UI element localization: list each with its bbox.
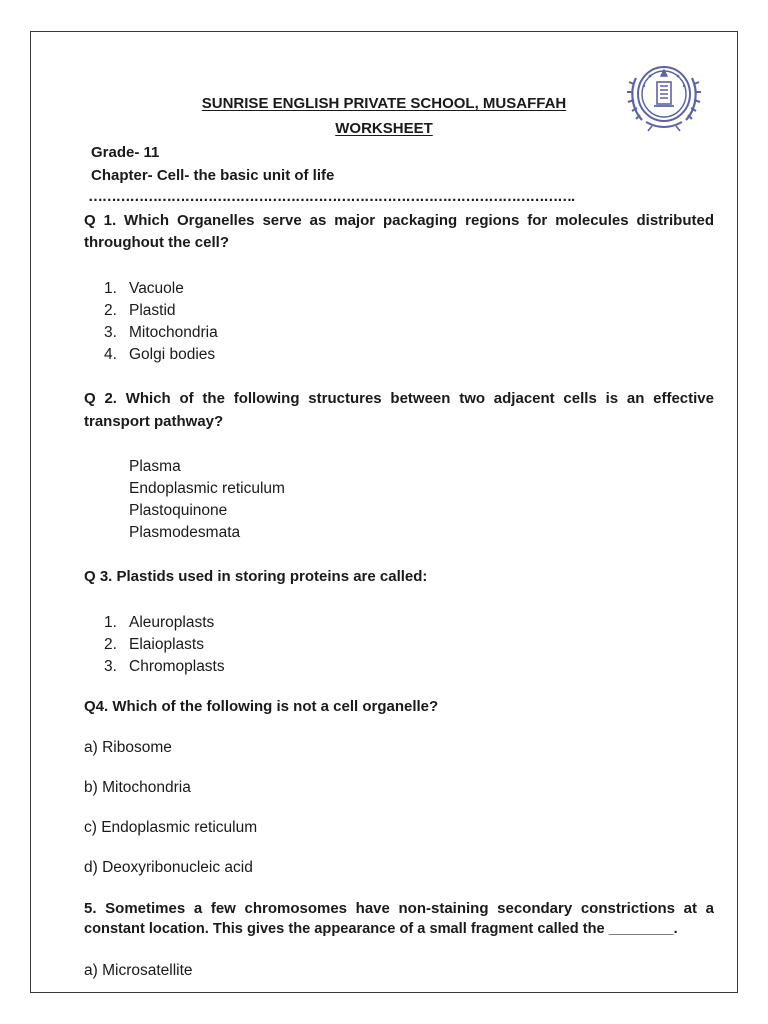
worksheet-title: WORKSHEET (335, 120, 433, 137)
option-text: Plasma (129, 458, 181, 475)
question-3: Q 3. Plastids used in storing proteins are called: (84, 568, 428, 585)
option-text: Endoplasmic reticulum (129, 480, 285, 497)
option-text: Elaioplasts (129, 636, 204, 653)
option-number: 1. (104, 614, 117, 631)
chapter-label: Chapter- Cell- the basic unit of life (91, 167, 335, 184)
question-1-line-1: Q 1. Which Organelles serve as major packaging regions for molecules distributed (84, 212, 714, 229)
answer-option: a) Microsatellite (84, 962, 193, 979)
question-2-line-1: Q 2. Which of the following structures between two adjacent cells is an effective (84, 390, 714, 407)
answer-option: b) Mitochondria (84, 779, 191, 796)
question-2-line-2: transport pathway? (84, 413, 224, 430)
question-5-line-1: 5. Sometimes a few chromosomes have non-staining secondary constrictions at a (84, 900, 714, 917)
option-number: 4. (104, 346, 117, 363)
question-1-line-2: throughout the cell? (84, 234, 229, 251)
option-text: Plastid (129, 302, 176, 319)
option-text: Plastoquinone (129, 502, 228, 519)
option-text: Golgi bodies (129, 346, 216, 363)
question-4: Q4. Which of the following is not a cell organelle? (84, 698, 439, 715)
dotted-separator: ……………………………………………………………………………………………. (88, 188, 574, 205)
school-name: SUNRISE ENGLISH PRIVATE SCHOOL, MUSAFFAH (201, 95, 567, 112)
option-number: 3. (104, 658, 117, 675)
option-text: Chromoplasts (129, 658, 225, 675)
option-number: 2. (104, 636, 117, 653)
option-number: 2. (104, 302, 117, 319)
option-text: Vacuole (129, 280, 184, 297)
grade-label: Grade- 11 (91, 144, 160, 161)
answer-option: d) Deoxyribonucleic acid (84, 859, 253, 876)
question-5-line-2: constant location. This gives the appearance of a small fragment called the ________. (84, 921, 678, 937)
option-text: Mitochondria (129, 324, 218, 341)
answer-option: a) Ribosome (84, 739, 172, 756)
option-number: 1. (104, 280, 117, 297)
option-text: Plasmodesmata (129, 524, 241, 541)
answer-option: c) Endoplasmic reticulum (84, 819, 258, 836)
option-text: Aleuroplasts (129, 614, 215, 631)
option-number: 3. (104, 324, 117, 341)
